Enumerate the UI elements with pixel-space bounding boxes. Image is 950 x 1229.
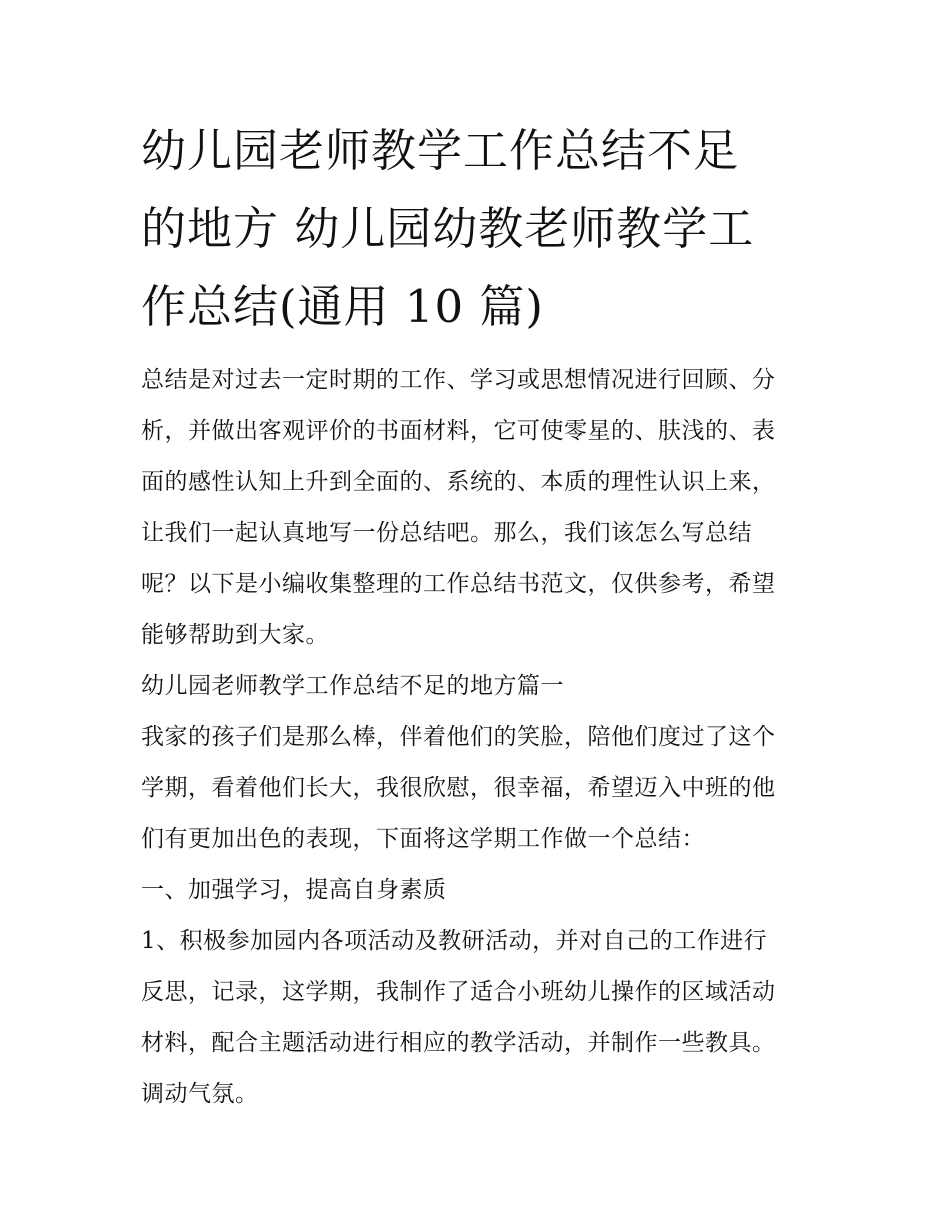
item-line: 调动气氛。 [141,1081,259,1107]
section-line: 们有更加出色的表现，下面将这学期工作做一个总结： [141,826,705,852]
item-line: 材料，配合主题活动进行相应的教学活动，并制作一些教具。 [141,1030,776,1056]
document-title [141,112,821,346]
document-body [141,355,821,1120]
section-line: 我家的孩子们是那么棒，伴着他们的笑脸，陪他们度过了这个 [141,724,776,750]
subheading: 一、加强学习，提高自身素质 [141,877,447,903]
item-line: 1、积极参加园内各项活动及教研活动，并对自己的工作进行 [141,928,768,954]
intro-line: 呢？以下是小编收集整理的工作总结书范文，仅供参考，希望 [141,571,776,597]
title-line-2: 的地方 幼儿园幼教老师教学工 [141,202,755,255]
section-line: 学期，看着他们长大，我很欣慰，很幸福，希望迈入中班的他 [141,775,776,801]
section-paragraph [141,712,821,865]
title-line-1: 幼儿园老师教学工作总结不足 [141,124,740,177]
item-paragraph [141,916,821,1120]
intro-line: 能够帮助到大家。 [141,622,329,648]
section-heading: 幼儿园老师教学工作总结不足的地方篇一 [141,673,564,699]
intro-line: 让我们一起认真地写一份总结吧。那么，我们该怎么写总结 [141,520,752,546]
intro-line: 析，并做出客观评价的书面材料，它可使零星的、肤浅的、表 [141,418,776,444]
intro-line: 总结是对过去一定时期的工作、学习或思想情况进行回顾、分 [141,367,776,393]
intro-line: 面的感性认知上升到全面的、系统的、本质的理性认识上来， [141,469,776,495]
item-line: 反思，记录，这学期，我制作了适合小班幼儿操作的区域活动 [141,979,776,1005]
intro-paragraph [141,355,821,661]
title-line-3: 作总结(通用 10 篇) [141,280,544,333]
